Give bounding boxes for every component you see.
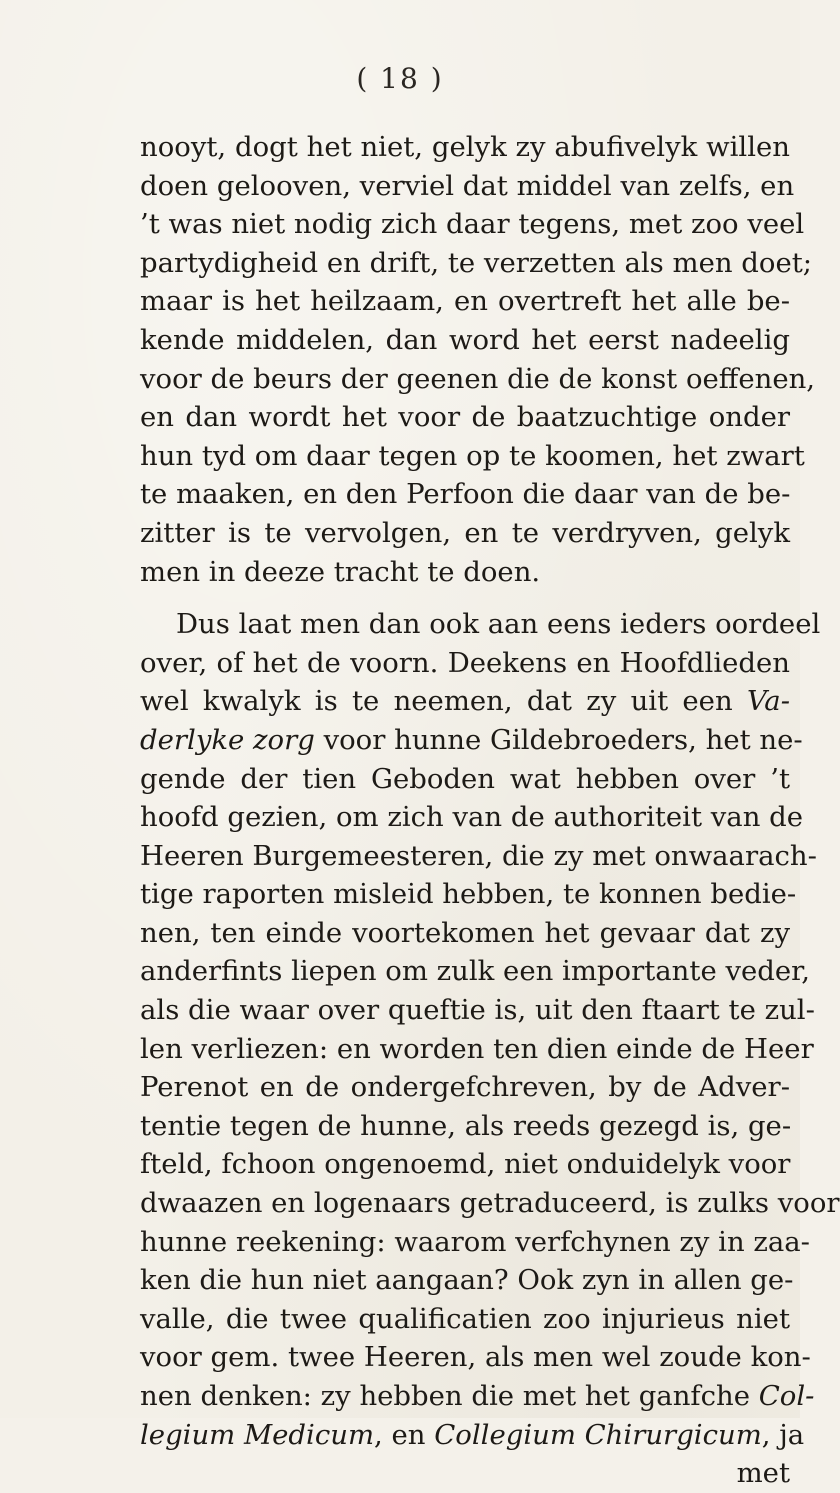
text-line: hunne reekening: waarom verfchynen zy in zaa- bbox=[140, 1225, 810, 1258]
text-line: tentie tegen de hunne, als reeds gezegd is, ge- bbox=[140, 1109, 792, 1142]
text-line-with-italic bbox=[140, 1377, 815, 1416]
body-text bbox=[140, 128, 840, 1493]
text-line: zitter is te vervolgen, en te verdryven, gelyk bbox=[140, 516, 790, 549]
text-fragment: voor hunne Gildebroeders, het ne- bbox=[314, 723, 803, 756]
text-line: gende der tien Geboden wat hebben over ’t bbox=[140, 762, 790, 795]
text-line: partydigheid en drift, te verzetten als men doet; bbox=[140, 246, 813, 279]
text-line: men in deeze tracht te doen. bbox=[140, 555, 541, 588]
catchword: met bbox=[736, 1457, 790, 1490]
paragraph-gap bbox=[140, 591, 790, 605]
text-line: over, of het de voorn. Deekens en Hoofdlieden bbox=[140, 646, 790, 679]
text-line: Perenot en de ondergefchreven, by de Adver- bbox=[140, 1071, 790, 1104]
text-line: hun tyd om daar tegen op te koomen, het zwart bbox=[140, 439, 805, 472]
text-line: nooyt, dogt het niet, gelyk zy abufivelyk willen bbox=[140, 131, 790, 163]
text-line: tige raporten misleid hebben, te konnen bedie- bbox=[140, 878, 797, 911]
text-line: ’t was niet nodig zich daar tegens, met zoo veel bbox=[140, 208, 805, 241]
italic-fragment: Collegium Chirurgicum bbox=[434, 1418, 762, 1451]
italic-fragment: Col- bbox=[758, 1380, 815, 1412]
text-line: doen gelooven, verviel dat middel van zelfs, en bbox=[140, 169, 795, 202]
text-line: kende middelen, dan word het eerst nadeelig bbox=[140, 323, 790, 356]
text-line: als die waar over queftie is, uit den ftaart te zul- bbox=[140, 994, 815, 1027]
text-line: anderfints liepen om zulk een importante veder, bbox=[140, 955, 811, 988]
text-line: ken die hun niet aangaan? Ook zyn in allen ge- bbox=[140, 1264, 794, 1297]
text-line: len verliezen: en worden ten dien einde de Heer bbox=[140, 1032, 814, 1065]
text-line: te maaken, en den Perfoon die daar van de be- bbox=[140, 478, 791, 511]
text-fragment: , ja bbox=[761, 1418, 805, 1451]
text-fragment: , en bbox=[374, 1418, 435, 1451]
text-line: Dus laat men dan ook aan eens ieders oordeel bbox=[176, 608, 821, 641]
text-line-with-italic bbox=[140, 721, 803, 760]
page-number: ( 18 ) bbox=[356, 62, 444, 95]
text-fragment: wel kwalyk is te neemen, dat zy uit een bbox=[140, 685, 747, 718]
text-line: en dan wordt het voor de baatzuchtige onder bbox=[140, 401, 790, 434]
text-line: dwaazen en logenaars getraduceerd, is zulks voor bbox=[140, 1187, 840, 1220]
text-line-with-italic bbox=[140, 1416, 805, 1455]
italic-fragment: derlyke zorg bbox=[140, 723, 315, 756]
text-line-with-italic bbox=[140, 682, 790, 721]
italic-fragment: Va- bbox=[746, 685, 790, 718]
text-line: maar is het heilzaam, en overtreft het alle be- bbox=[140, 285, 790, 318]
text-line: voor gem. twee Heeren, als men wel zoude kon- bbox=[140, 1341, 811, 1374]
text-line: fteld, fchoon ongenoemd, niet onduidelyk voor bbox=[140, 1148, 791, 1181]
text-line: Heeren Burgemeesteren, die zy met onwaarach- bbox=[140, 839, 817, 872]
text-line: voor de beurs der geenen die de konst oeffenen, bbox=[140, 362, 816, 395]
text-line: hoofd gezien, om zich van de authoriteit van de bbox=[140, 801, 804, 834]
text-line: nen, ten einde voortekomen het gevaar dat zy bbox=[140, 916, 790, 949]
italic-fragment: legium Medicum bbox=[140, 1418, 375, 1451]
text-line: valle, die twee qualificatien zoo injurieus niet bbox=[140, 1302, 790, 1335]
text-fragment: nen denken: zy hebben die met het ganfche bbox=[140, 1380, 759, 1412]
